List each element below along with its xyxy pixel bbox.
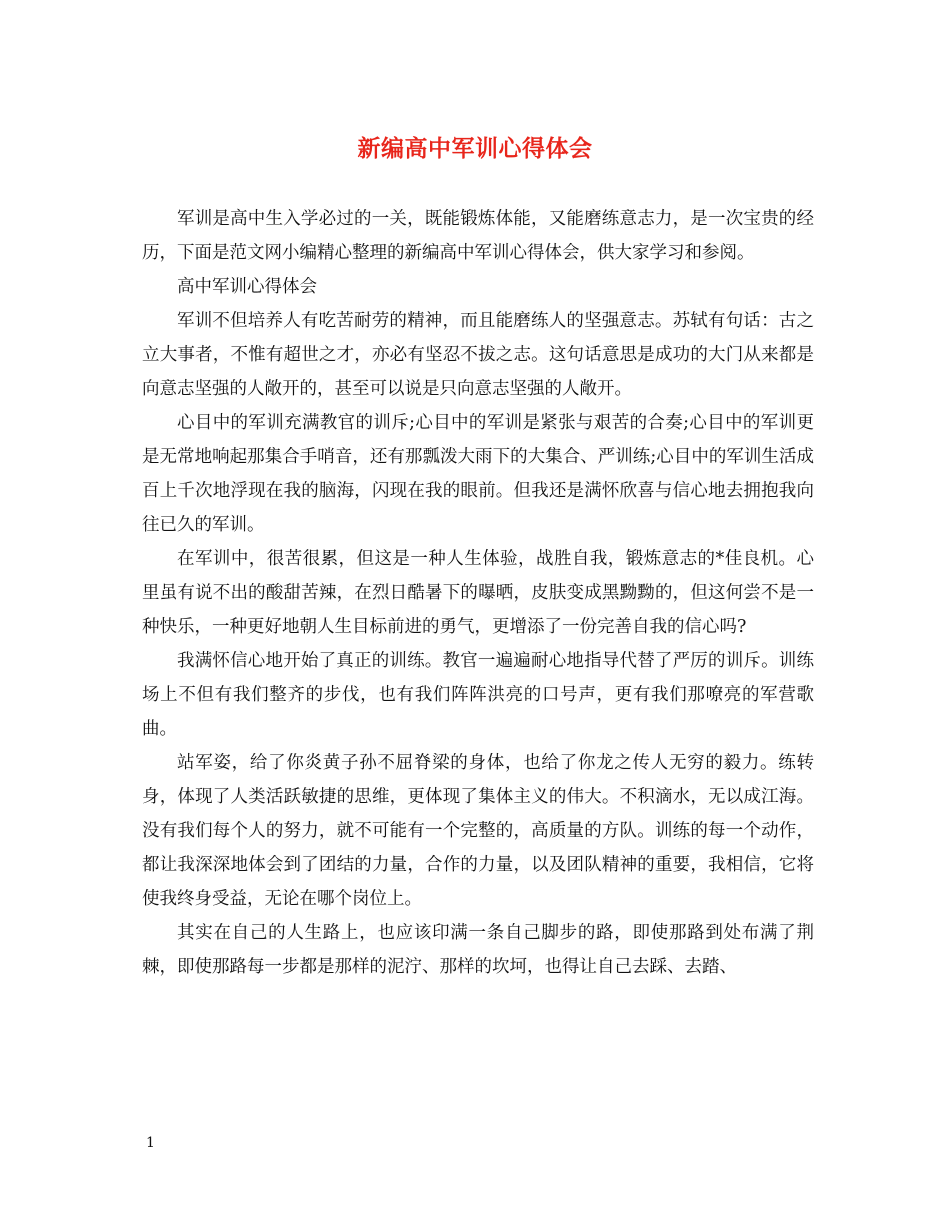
paragraph: 军训不但培养人有吃苦耐劳的精神，而且能磨练人的坚强意志。苏轼有句话：古之立大事者，不惟有超世之才，亦必有坚忍不拔之志。这句话意思是成功的大门从来都是向意志坚强的人敞开的，甚至可以说是只向意志坚强的人敞开。 <box>142 311 814 399</box>
document-title: 新编高中军训心得体会 <box>357 135 593 162</box>
section-heading: 高中军训心得体会 <box>177 277 317 297</box>
paragraph: 我满怀信心地开始了真正的训练。教官一遍遍耐心地指导代替了严厉的训斥。训练场上不但有我们整齐的步伐，也有我们阵阵洪亮的口号声，更有我们那嘹亮的军营歌曲。 <box>142 651 814 739</box>
paragraph: 心目中的军训充满教官的训斥;心目中的军训是紧张与艰苦的合奏;心目中的军训更是无常地响起那集合手哨音，还有那瓢泼大雨下的大集合、严训练;心目中的军训生活成百上千次地浮现在我的脑海，闪现在我的眼前。但我还是满怀欣喜与信心地去拥抱我向往已久的军训。 <box>142 413 814 535</box>
paragraph: 在军训中，很苦很累，但这是一种人生体验，战胜自我，锻炼意志的*佳良机。心里虽有说不出的酸甜苦辣，在烈日酷暑下的曝晒，皮肤变成黑黝黝的，但这何尝不是一种快乐，一种更好地朝人生目标前进的勇气，更增添了一份完善自我的信心吗? <box>142 549 814 637</box>
paragraph-intro: 军训是高中生入学必过的一关，既能锻炼体能，又能磨练意志力，是一次宝贵的经历，下面是范文网小编精心整理的新编高中军训心得体会，供大家学习和参阅。 <box>142 209 814 263</box>
paragraph: 站军姿，给了你炎黄子孙不屈脊梁的身体，也给了你龙之传人无穷的毅力。练转身，体现了人类活跃敏捷的思维，更体现了集体主义的伟大。不积滴水，无以成江海。没有我们每个人的努力，就不可能有一个完整的，高质量的方队。训练的每一个动作，都让我深深地体会到了团结的力量，合作的力量，以及团队精神的重要，我相信，它将使我终身受益，无论在哪个岗位上。 <box>142 753 814 909</box>
page-number: 1 <box>146 1135 155 1151</box>
paragraph: 其实在自己的人生路上，也应该印满一条自己脚步的路，即使那路到处布满了荆棘，即使那路每一步都是那样的泥泞、那样的坎坷，也得让自己去踩、去踏、 <box>142 923 814 977</box>
document-body <box>142 202 814 984</box>
